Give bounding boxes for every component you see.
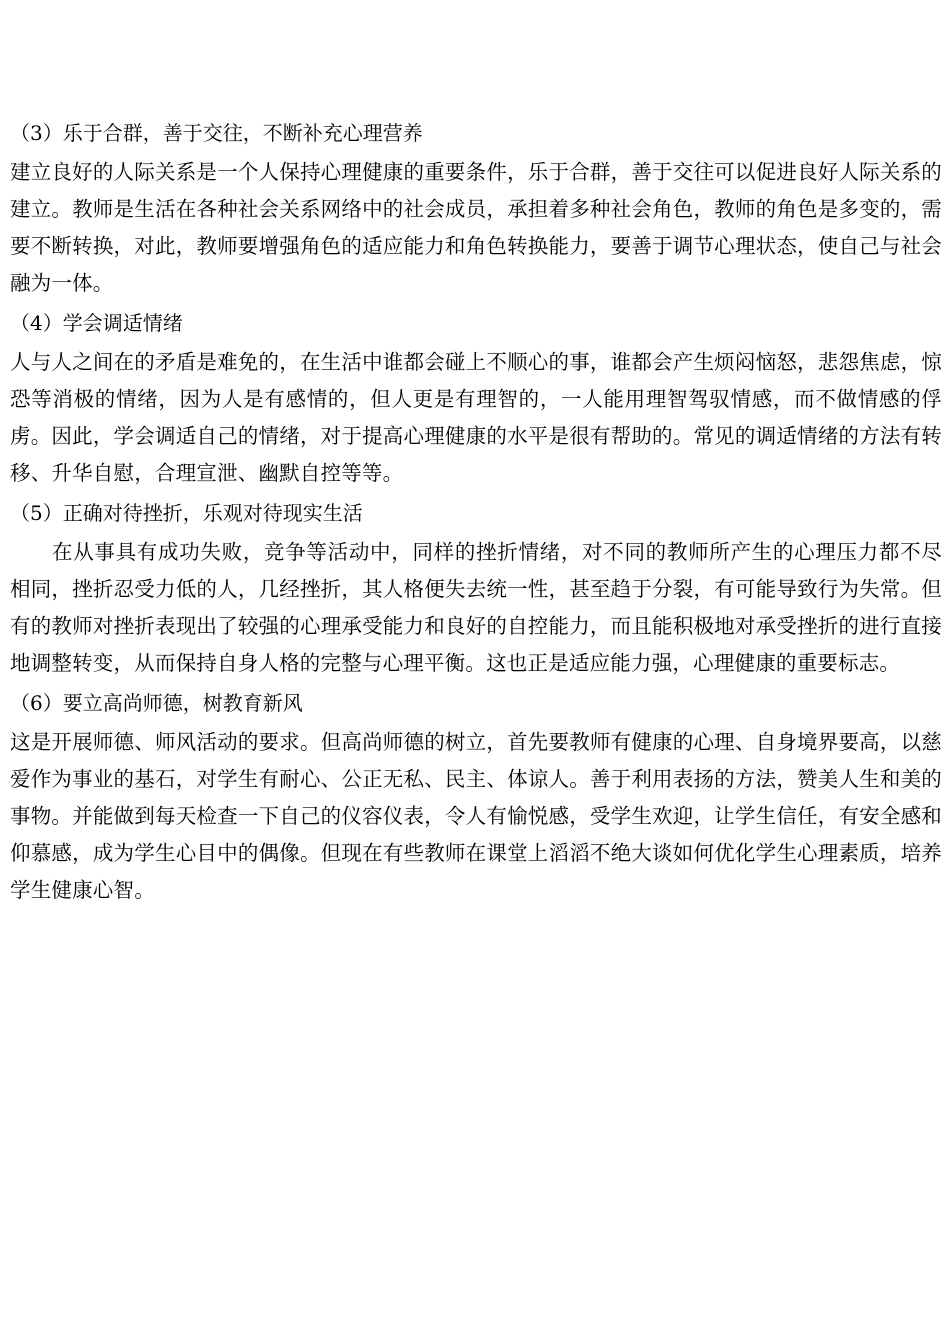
section-6-heading: （6）要立高尚师德，树教育新风 <box>10 691 303 715</box>
section-5-heading: （5）正确对待挫折，乐观对待现实生活 <box>10 501 363 525</box>
section-4-body: 人与人之间在的矛盾是难免的，在生活中谁都会碰上不顺心的事，谁都会产生烦闷恼怒，悲怨焦虑，惊恐等消极的情绪，因为人是有感情的，但人更是有理智的，一人能用理智驾驭情感，而不做情感的俘虏。因此，学会调适自己的情绪，对于提高心理健康的水平是很有帮助的。常见的调适情绪的方法有转移、升华自慰，合理宣泄、幽默自控等等。 <box>10 350 942 485</box>
section-3-body: 建立良好的人际关系是一个人保持心理健康的重要条件，乐于合群，善于交往可以促进良好人际关系的建立。教师是生活在各种社会关系网络中的社会成员，承担着多种社会角色，教师的角色是多变的，需要不断转换，对此，教师要增强角色的适应能力和角色转换能力，要善于调节心理状态，使自己与社会融为一体。 <box>10 160 942 295</box>
section-5-body: 在从事具有成功失败，竞争等活动中，同样的挫折情绪，对不同的教师所产生的心理压力都不尽相同，挫折忍受力低的人，几经挫折，其人格便失去统一性，甚至趋于分裂，有可能导致行为失常。但有的教师对挫折表现出了较强的心理承受能力和良好的自控能力，而且能积极地对承受挫折的进行直接地调整转变，从而保持自身人格的完整与心理平衡。这也正是适应能力强，心理健康的重要标志。 <box>10 540 942 675</box>
section-4-heading: （4）学会调适情绪 <box>10 311 183 335</box>
section-3-heading: （3）乐于合群，善于交往，不断补充心理营养 <box>10 121 423 145</box>
document-page <box>10 116 942 913</box>
section-6-body: 这是开展师德、师风活动的要求。但高尚师德的树立，首先要教师有健康的心理、自身境界要高，以慈爱作为事业的基石，对学生有耐心、公正无私、民主、体谅人。善于利用表扬的方法，赞美人生和美的事物。并能做到每天检查一下自己的仪容仪表，令人有愉悦感，受学生欢迎，让学生信任，有安全感和仰慕感，成为学生心目中的偶像。但现在有些教师在课堂上滔滔不绝大谈如何优化学生心理素质，培养学生健康心智。 <box>10 730 942 902</box>
